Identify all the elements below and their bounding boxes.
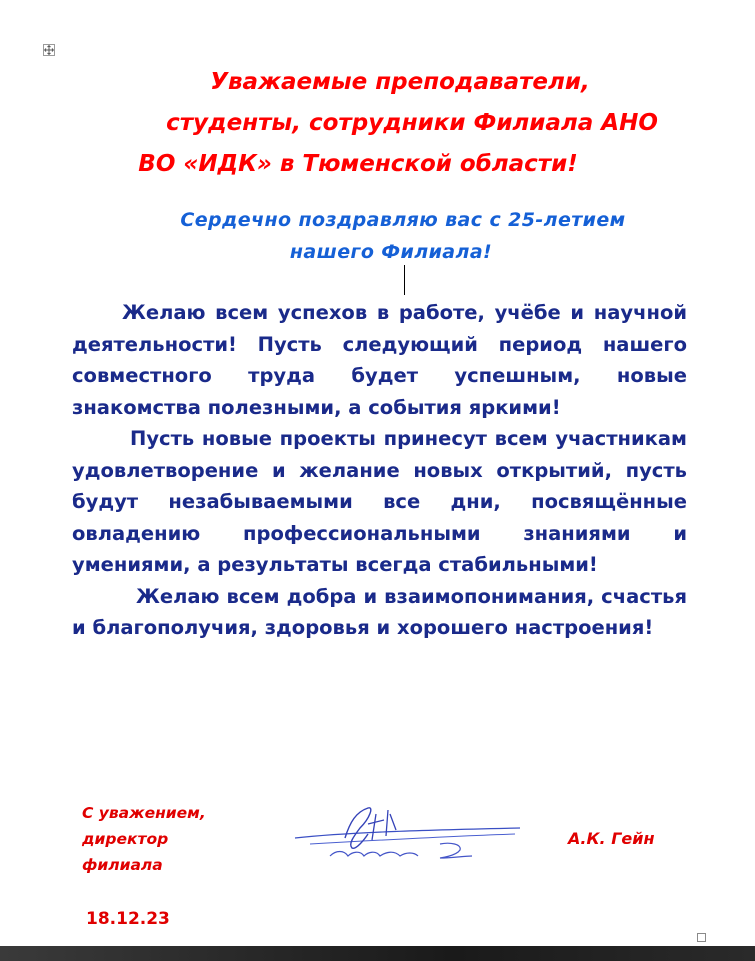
- director-name: А.К. Гейн: [568, 829, 655, 848]
- handwritten-signature: [290, 800, 530, 870]
- heading-line: ВО «ИДК» в Тюменской области!: [138, 151, 578, 177]
- body-paragraph: Пусть новые проекты принесут всем участникам удовлетворение и желание новых открытий, пусть будут незабываемыми все дни, посвящённые овладению профессиональными знаниями и умениями, а результаты всегда стабильными!: [72, 427, 687, 576]
- body-text: [72, 297, 687, 644]
- body-paragraph: Желаю всем успехов в работе, учёбе и научной деятельности! Пусть следующий период нашего совместного труда будет успешным, новые знакомства полезными, а события яркими!: [72, 301, 687, 419]
- document-date: 18.12.23: [86, 909, 170, 929]
- window-bottom-bar: [0, 946, 755, 961]
- text-cursor: [404, 265, 405, 295]
- signature-line: С уважением,: [82, 804, 206, 822]
- heading-line: Уважаемые преподаватели,: [210, 69, 590, 95]
- congratulation-subheading: [100, 204, 700, 268]
- heading-line: студенты, сотрудники Филиала АНО: [166, 110, 658, 136]
- resize-handle-icon[interactable]: [697, 933, 706, 942]
- move-icon[interactable]: [43, 44, 55, 56]
- body-paragraph: Желаю всем добра и взаимопонимания, счастья и благополучия, здоровья и хорошего настроения!: [72, 584, 687, 639]
- subheading-line: нашего Филиала!: [289, 241, 493, 263]
- signature-line: директор: [82, 830, 169, 848]
- subheading-line: Сердечно поздравляю вас с 25-летием: [180, 209, 626, 231]
- signature-line: филиала: [82, 856, 163, 874]
- signature-title: [82, 800, 206, 878]
- greeting-heading: [100, 62, 700, 185]
